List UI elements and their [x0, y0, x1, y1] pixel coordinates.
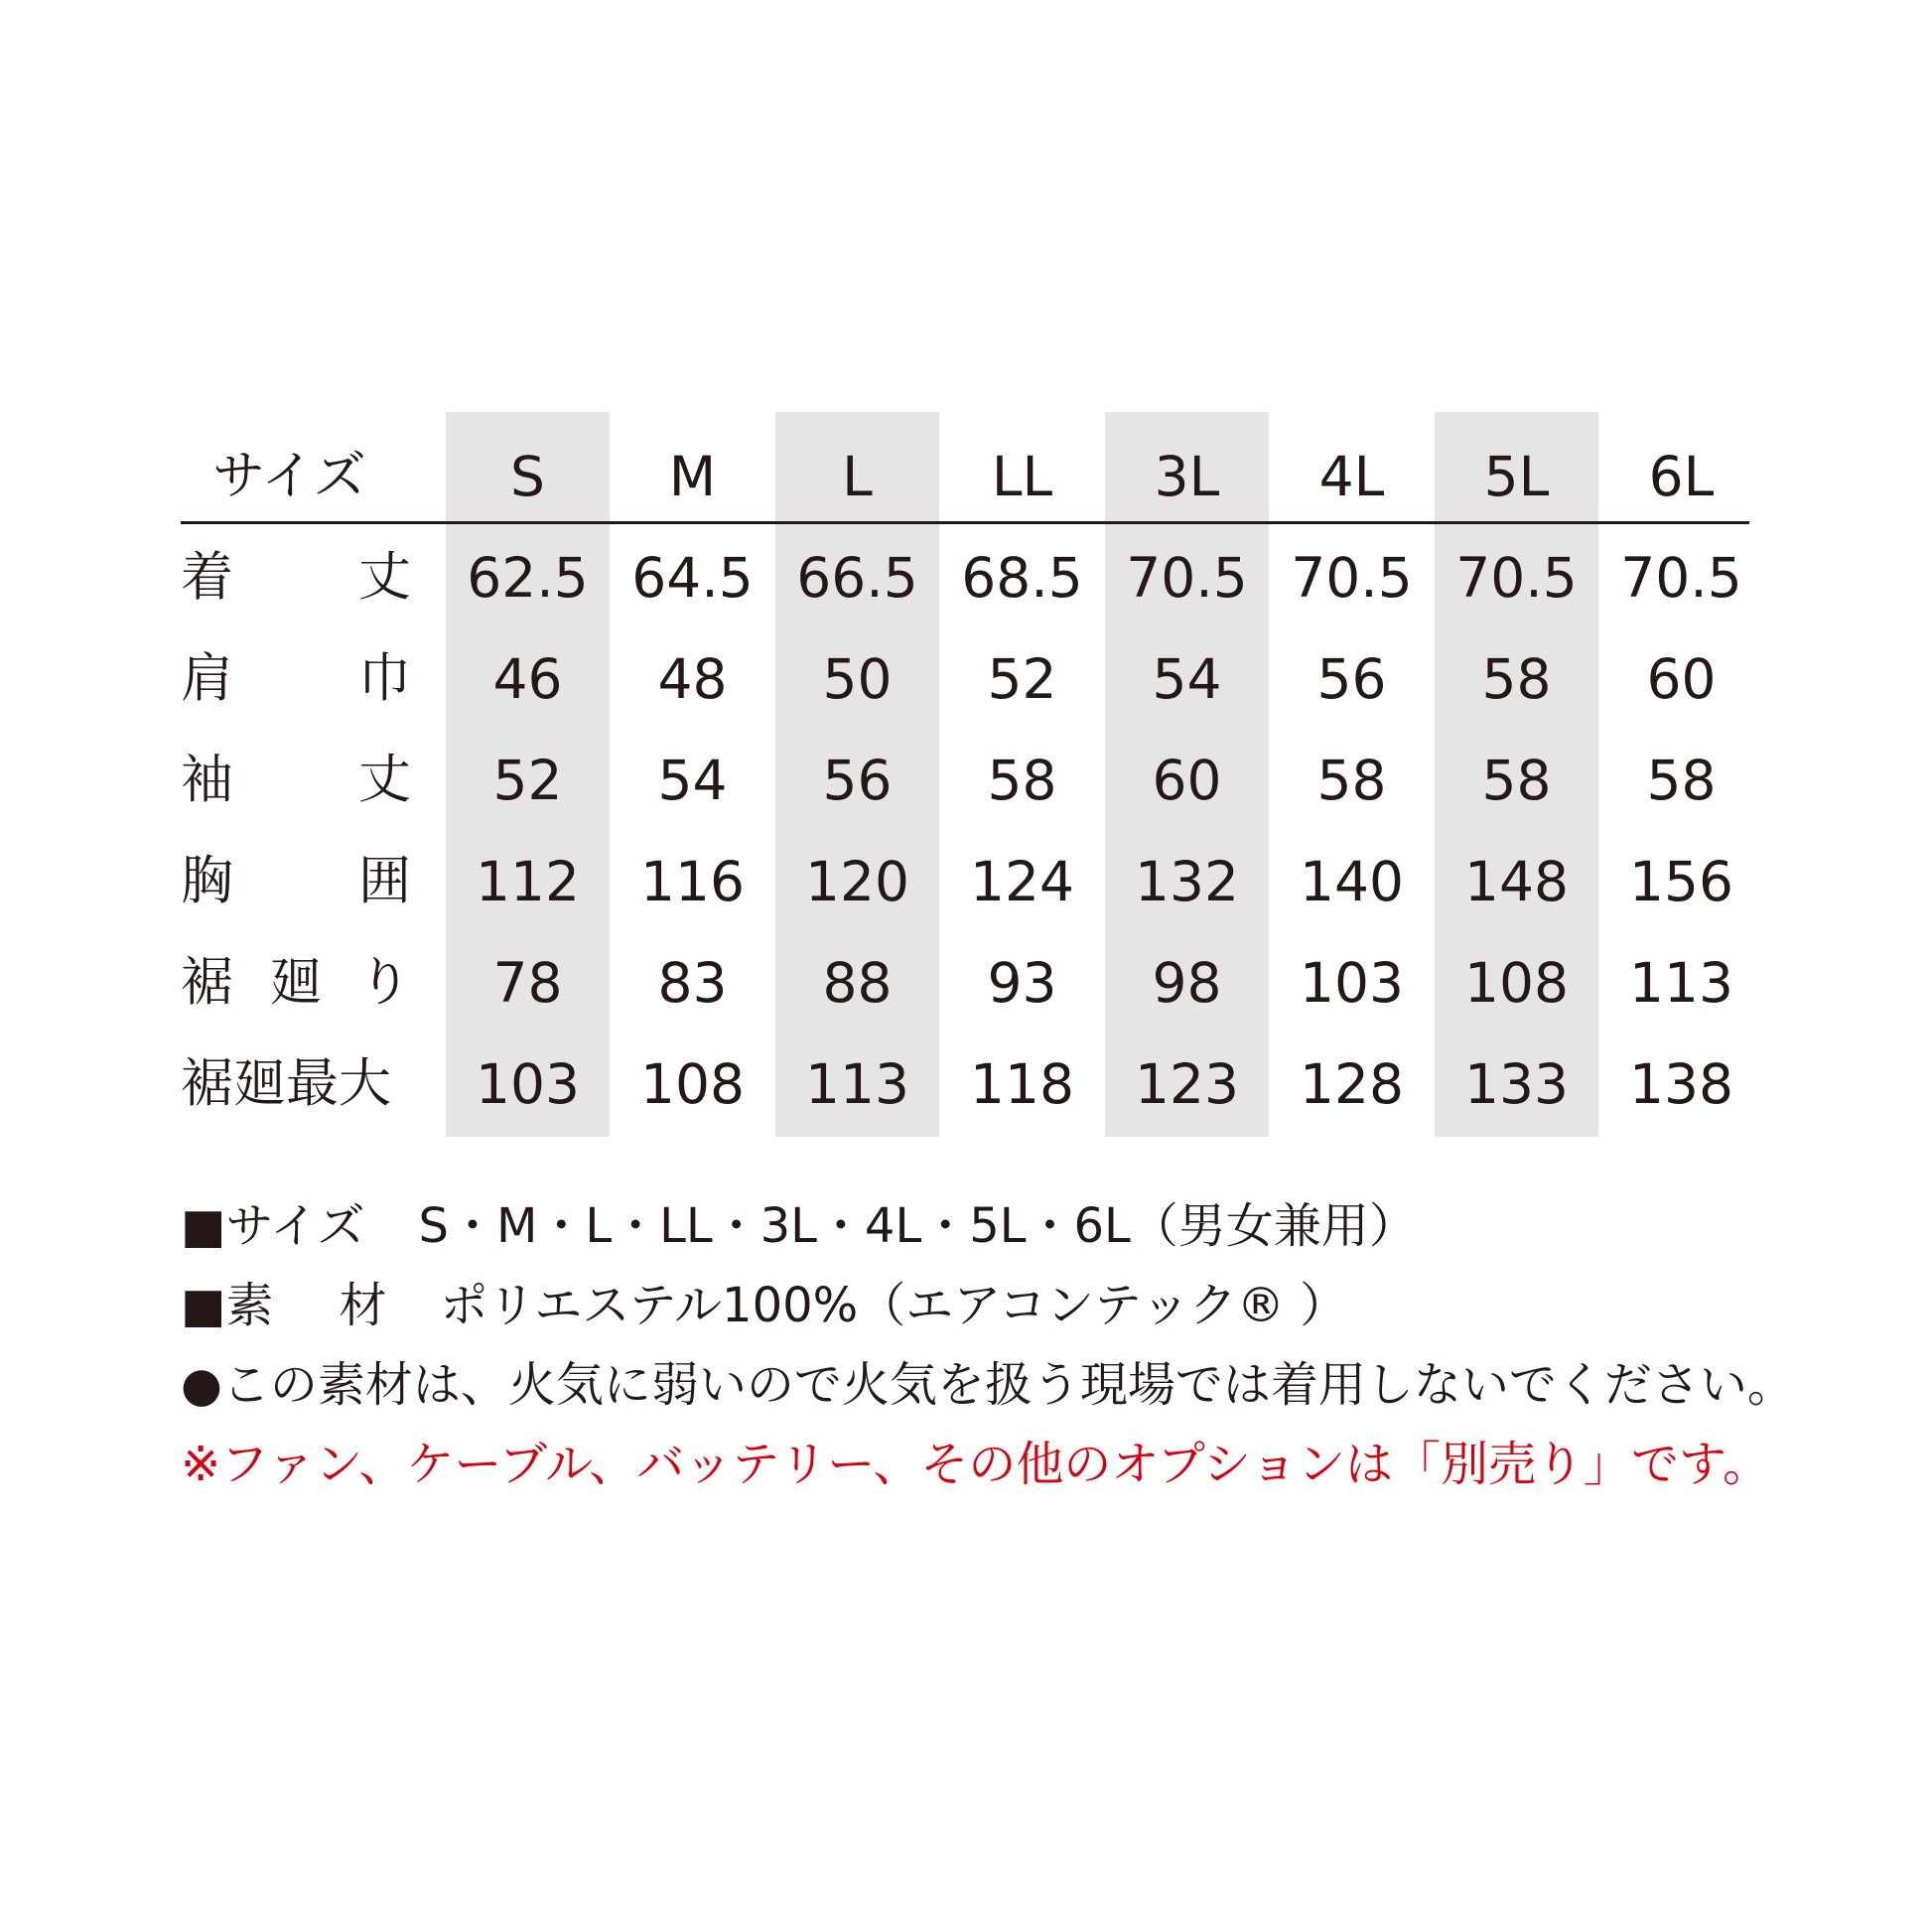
table-cell: 68.5 — [961, 546, 1083, 610]
table-cell: 58 — [987, 749, 1057, 812]
table-cell: 56 — [1316, 647, 1387, 711]
material-note-label-1: ■素 — [181, 1278, 274, 1333]
size-header-cell: 3L — [1154, 445, 1220, 508]
row-label — [181, 543, 411, 613]
row-label-text: 胸 — [181, 851, 233, 911]
table-cell: 60 — [1646, 647, 1717, 711]
table-cell: 128 — [1300, 1052, 1404, 1116]
table-cell: 58 — [1481, 647, 1552, 711]
row-label-text: り — [358, 952, 411, 1013]
table-cell: 58 — [1646, 749, 1717, 812]
table-cell: 70.5 — [1455, 546, 1578, 610]
table-cell: 108 — [1464, 951, 1569, 1015]
table-cell: 46 — [492, 647, 563, 711]
table-cell: 113 — [1629, 951, 1733, 1015]
table-cell: 70.5 — [1620, 546, 1742, 610]
table-cell: 78 — [492, 951, 563, 1015]
table-cell: 83 — [657, 951, 728, 1015]
row-label — [181, 644, 411, 714]
table-cell: 132 — [1135, 850, 1239, 913]
row-label-text: 肩 — [181, 648, 233, 709]
size-header-cell: 6L — [1648, 445, 1715, 508]
table-cell: 60 — [1152, 749, 1222, 812]
size-header-cell: S — [510, 445, 545, 508]
table-cell: 103 — [476, 1052, 580, 1116]
table-cell: 120 — [805, 850, 909, 913]
size-header-cell: M — [668, 445, 717, 508]
size-note-label: ■サイズ — [181, 1198, 365, 1254]
table-cell: 62.5 — [467, 546, 589, 610]
row-label-text: 裾 — [181, 952, 233, 1013]
row-label — [181, 847, 411, 916]
table-cell: 116 — [640, 850, 745, 913]
table-cell: 48 — [657, 647, 728, 711]
material-note-label-2: 材 — [339, 1278, 387, 1333]
row-label-text: 廻 — [269, 952, 323, 1013]
table-cell: 113 — [805, 1052, 909, 1116]
table-cell: 70.5 — [1291, 546, 1413, 610]
table-cell: 58 — [1316, 749, 1387, 812]
table-cell: 54 — [1152, 647, 1222, 711]
table-cell: 124 — [970, 850, 1074, 913]
row-label-text: 丈 — [358, 547, 411, 608]
option-sold-separately-note: ※ファン、ケーブル、バッテリー、その他のオプションは「別売り」です。 — [181, 1437, 1771, 1492]
table-cell: 98 — [1152, 951, 1222, 1015]
table-cell: 112 — [476, 850, 580, 913]
row-label — [181, 1049, 411, 1119]
size-note — [181, 1194, 1417, 1258]
table-cell: 123 — [1135, 1052, 1239, 1116]
table-cell: 66.5 — [796, 546, 918, 610]
table-cell: 103 — [1300, 951, 1404, 1015]
fire-warning-note: ●この素材は、火気に弱いので火気を扱う現場では着用しないでください。 — [181, 1357, 1795, 1413]
row-label-text: 裾廻最大 — [181, 1053, 391, 1114]
table-cell: 52 — [987, 647, 1057, 711]
size-header-cell: 5L — [1483, 445, 1550, 508]
material-note — [181, 1274, 1347, 1337]
size-header-cell: L — [842, 445, 873, 508]
row-label-text: 丈 — [358, 750, 411, 810]
table-cell: 52 — [492, 749, 563, 812]
table-cell: 133 — [1464, 1052, 1569, 1116]
table-cell: 138 — [1629, 1052, 1733, 1116]
table-cell: 58 — [1481, 749, 1552, 812]
size-header-cell: LL — [991, 445, 1053, 508]
table-cell: 70.5 — [1126, 546, 1248, 610]
size-note-value: S・M・L・LL・3L・4L・5L・6L（男女兼用） — [418, 1198, 1417, 1254]
row-label-text: 巾 — [358, 648, 411, 709]
size-header-cell: 4L — [1318, 445, 1385, 508]
header-divider — [181, 521, 1749, 524]
table-cell: 64.5 — [631, 546, 754, 610]
table-cell: 156 — [1629, 850, 1733, 913]
table-cell: 50 — [822, 647, 893, 711]
table-cell: 118 — [970, 1052, 1074, 1116]
material-note-value: ポリエステル100%（エアコンテック® ） — [440, 1278, 1348, 1333]
table-cell: 88 — [822, 951, 893, 1015]
row-label-text: 囲 — [358, 851, 411, 911]
table-cell: 140 — [1300, 850, 1404, 913]
size-header-label: サイズ — [212, 446, 366, 506]
row-label-text: 着 — [181, 547, 233, 608]
row-label-text: 袖 — [181, 750, 233, 810]
table-cell: 148 — [1464, 850, 1569, 913]
table-cell: 54 — [657, 749, 728, 812]
table-cell: 93 — [987, 951, 1057, 1015]
row-label — [181, 948, 411, 1018]
row-label — [181, 746, 411, 815]
table-cell: 108 — [640, 1052, 745, 1116]
table-cell: 56 — [822, 749, 893, 812]
